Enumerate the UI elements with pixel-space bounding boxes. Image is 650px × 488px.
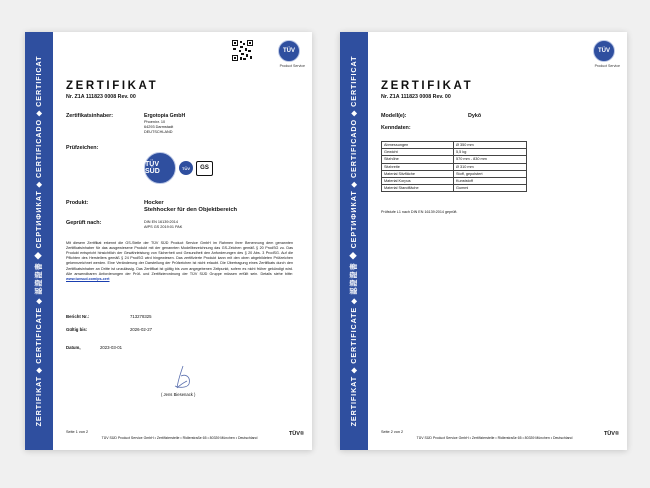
holder-country: DEUTSCHLAND <box>144 130 173 134</box>
table-cell: Material Sitzfläche <box>382 170 454 177</box>
table-cell: Ø 310 mm <box>454 163 527 170</box>
table-row <box>382 185 527 192</box>
sidebar-text: ZERTIFIKAT ◆ CERTIFICATE ◆ 認證證書 ◆ СЕРТИФИКАТ ◆ CERTIFICADO ◆ CERTIFICAT <box>34 55 43 427</box>
table-cell: Gewicht <box>382 149 454 156</box>
certificate-page-2 <box>340 32 627 450</box>
model-label: Modell(e): <box>381 113 407 119</box>
table-row <box>382 163 527 170</box>
page-number: Seite 1 von 2 <box>66 430 89 434</box>
tuv-logo-icon: TÜV <box>593 40 615 62</box>
tuvsud-link[interactable]: www.tuvsud.com/ps-cert <box>66 276 110 281</box>
table-row <box>382 142 527 149</box>
product-service-caption: Product Service <box>279 64 305 68</box>
table-cell: Stoff, gepolstert <box>454 170 527 177</box>
valid-label: Gültig bis: <box>66 327 88 332</box>
qr-code-icon <box>232 40 253 61</box>
footer-address: TÜV SÜD Product Service GmbH • Zertifizierstelle • Ridlerstraße 65 • 80339 München • Deutschland <box>101 436 258 440</box>
certificate-sidebar <box>340 32 368 450</box>
tested-standard-1: DIN EN 16139:2014 <box>144 220 178 224</box>
holder-name: Ergotopia GmbH <box>144 113 186 119</box>
page-number: Seite 2 von 2 <box>381 430 404 434</box>
issue-date: 2023-03-01 <box>100 345 122 350</box>
holder-street: Phoenixr. 10 <box>144 120 166 124</box>
table-cell: 570 mm - 830 mm <box>454 156 527 163</box>
test-note: Prüfstufe L1 nach DIN EN 16139:2014 geprüft. <box>381 210 458 214</box>
certificate-paragraph <box>66 241 293 282</box>
holder-city: 64293 Darmstadt <box>144 125 174 129</box>
paragraph-text: Mit diesem Zertifikat erkennt die GS-Stelle der TÜV SÜD Product Service GmbH im Rahmen ihrer Benennung dem genannten Zertifikatsinhaber für das ausgewiesene Produkt mit der genannten Modellbezeichnung das GS-Zeichen gemäß § 20 ProdSG zu. Das Produkt entspricht hinsichtlich der Gewährleistung von Sicherheit und Gesundheit den Anforderungen des § 20 Abs. 3 ProdSG. Auf die Pflichten des Herstellers gemäß § 24 ProdSG wird hingewiesen. Das zertifizierte Produkt kann mit den oben abgebildeten Prüfzeichen gekennzeichnet werden. Eine Veränderung der Darstellung der Prüfzeichen ist nicht erlaubt. Die Übertragung eines Zertifikats durch den Zertifikatsinhaber an Dritte ist unzulässig. Das Zertifikat ist gültig bis zum angegebenen Zeitpunkt, sofern es nicht früher gekündigt wird. Alle anwendbaren Anforderungen der Prüf- und Zertifizierordnung der TÜV SÜD Gruppe müssen erfüllt sein. Details siehe bitte: <box>66 241 293 276</box>
signer-name: ( Jens Biesenack ) <box>161 392 196 397</box>
table-cell: Ø 350 mm <box>454 142 527 149</box>
table-cell: Material Korpus <box>382 177 454 184</box>
marks-label: Prüfzeichen: <box>66 145 99 151</box>
tuv-sud-mark-icon: TÜV SÜD <box>144 152 176 184</box>
table-row <box>382 170 527 177</box>
table-cell: Abmessungen <box>382 142 454 149</box>
footer-tuv-icon: TÜV® <box>288 431 304 437</box>
specs-label: Kenndaten: <box>381 125 411 131</box>
table-row <box>382 177 527 184</box>
table-row <box>382 156 527 163</box>
product-label: Produkt: <box>66 200 89 206</box>
product-service-caption: Product Service <box>594 64 620 68</box>
report-label: Bericht Nr.: <box>66 314 90 319</box>
tuv-logo-icon: TÜV <box>278 40 300 62</box>
holder-label: Zertifikatsinhaber: <box>66 113 114 119</box>
footer-tuv-icon: TÜV® <box>603 431 619 437</box>
table-cell: Kunststoff <box>454 177 527 184</box>
signature-icon <box>165 364 205 390</box>
sidebar-text: ZERTIFIKAT ◆ CERTIFICATE ◆ 認證證書 ◆ СЕРТИФИКАТ ◆ CERTIFICADO ◆ CERTIFICAT <box>349 55 358 427</box>
model-value: Dykō <box>468 113 482 119</box>
valid-date: 2026-02-27 <box>130 327 152 332</box>
test-marks <box>144 152 213 184</box>
table-cell: Sitzbreite <box>382 163 454 170</box>
certificate-number: Nr. Z1A 111823 0008 Rev. 00 <box>381 94 451 100</box>
report-number: 713278325 <box>130 314 152 319</box>
certificate-title: ZERTIFIKAT <box>66 80 159 92</box>
table-cell: Sitzhöhe <box>382 156 454 163</box>
table-row <box>382 149 527 156</box>
certificate-title: ZERTIFIKAT <box>381 80 474 92</box>
table-cell: Material Standfläche <box>382 185 454 192</box>
tuv-small-mark-icon: TÜV <box>179 161 193 175</box>
table-cell: 5,5 kg <box>454 149 527 156</box>
specs-table <box>381 141 527 192</box>
certificate-number: Nr. Z1A 111823 0008 Rev. 00 <box>66 94 136 100</box>
certificate-sidebar <box>25 32 53 450</box>
table-cell: Gummi <box>454 185 527 192</box>
tested-label: Geprüft nach: <box>66 220 102 226</box>
product-name: Hocker <box>144 200 164 206</box>
gs-mark-icon: GS <box>196 161 213 176</box>
tested-standard-2: AfPS GS 2019:01 PAK <box>144 225 183 229</box>
footer-address: TÜV SÜD Product Service GmbH • Zertifizierstelle • Ridlerstraße 65 • 80339 München • Deutschland <box>416 436 573 440</box>
product-description: Stehhocker für den Objektbereich <box>144 207 238 213</box>
date-label: Datum, <box>66 345 81 350</box>
certificate-page-1 <box>25 32 312 450</box>
